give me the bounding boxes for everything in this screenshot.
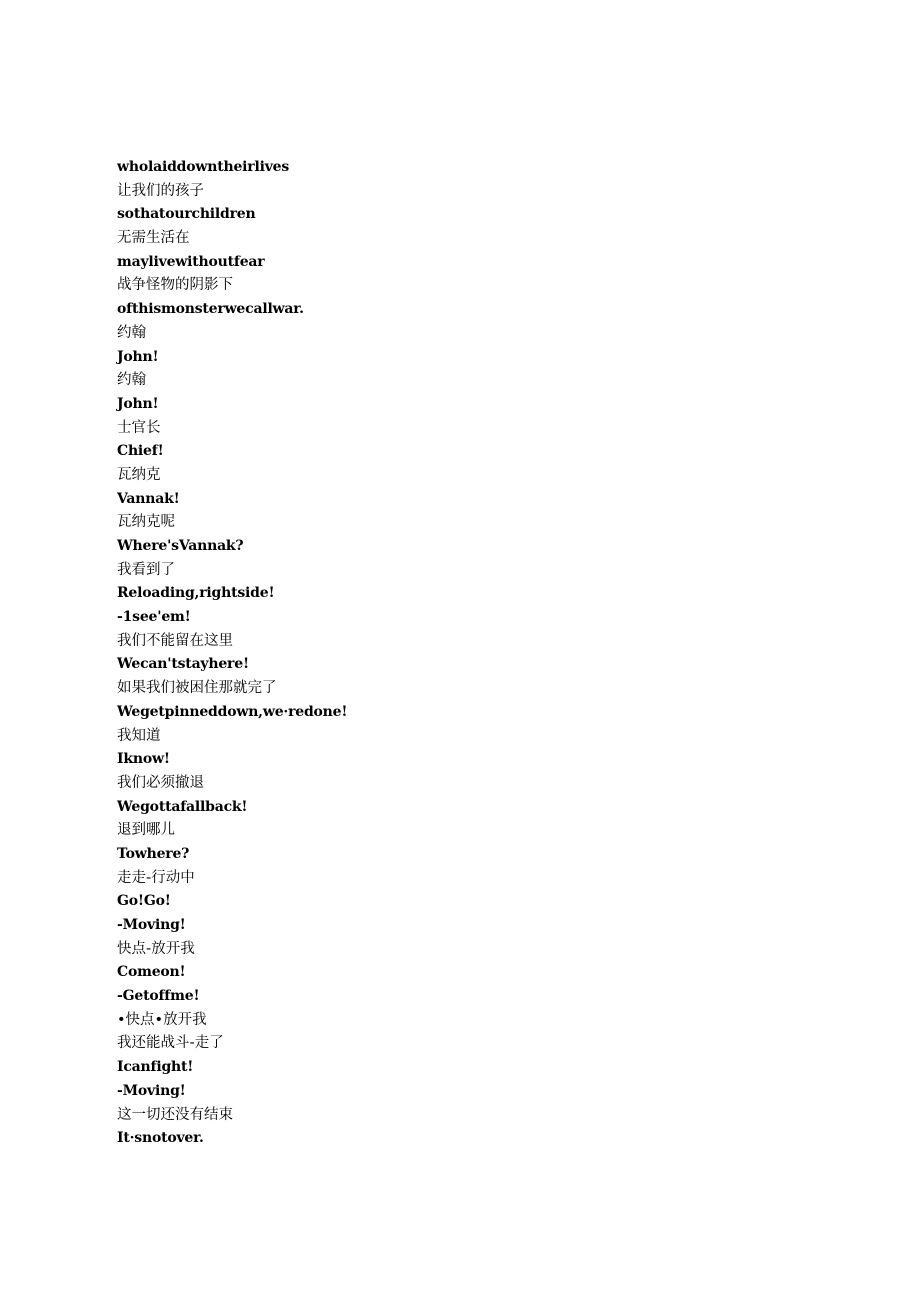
english-subtitle-line: Chief!: [117, 443, 164, 460]
english-subtitle-line: maylivewithoutfear: [117, 253, 265, 270]
english-subtitle-line: -1see'em!: [117, 609, 191, 626]
english-subtitle-line: It·snotover.: [117, 1130, 204, 1147]
english-subtitle-line: Go!Go!: [117, 893, 171, 910]
chinese-subtitle-line: 让我们的孩子: [117, 182, 204, 199]
english-subtitle-line: Comeon!: [117, 964, 186, 981]
english-subtitle-line: Towhere?: [117, 845, 190, 862]
chinese-subtitle-line: 瓦纳克: [117, 466, 161, 483]
english-subtitle-line: ofthismonsterwecallwar.: [117, 301, 304, 318]
chinese-subtitle-line: 快点-放开我: [117, 940, 195, 957]
chinese-subtitle-line: 战争怪物的阴影下: [117, 277, 233, 294]
chinese-subtitle-line: •快点•放开我: [117, 1011, 207, 1028]
chinese-subtitle-line: 约翰: [117, 372, 146, 389]
chinese-subtitle-line: 约翰: [117, 324, 146, 341]
english-subtitle-line: Wecan'tstayhere!: [117, 656, 249, 673]
english-subtitle-line: -Getoffme!: [117, 988, 200, 1005]
chinese-subtitle-line: 这一切还没有结束: [117, 1106, 233, 1123]
chinese-subtitle-line: 我们不能留在这里: [117, 632, 233, 649]
english-subtitle-line: Iknow!: [117, 751, 170, 768]
english-subtitle-line: Where'sVannak?: [117, 538, 244, 554]
english-subtitle-line: -Moving!: [117, 917, 186, 933]
chinese-subtitle-line: 无需生活在: [117, 230, 190, 247]
chinese-subtitle-line: 我知道: [117, 727, 161, 744]
chinese-subtitle-line: 退到哪儿: [117, 822, 175, 839]
english-subtitle-line: sothatourchildren: [117, 206, 256, 223]
english-subtitle-line: Wegetpinneddown,we·redone!: [117, 703, 348, 720]
chinese-subtitle-line: 瓦纳克呢: [117, 514, 175, 531]
english-subtitle-line: Vannak!: [117, 490, 180, 507]
chinese-subtitle-line: 如果我们被困住那就完了: [117, 680, 277, 697]
english-subtitle-line: Reloading,rightside!: [117, 585, 275, 602]
chinese-subtitle-line: 我还能战斗-走了: [117, 1035, 224, 1052]
chinese-subtitle-line: 士官长: [117, 419, 161, 436]
english-subtitle-line: Icanfight!: [117, 1059, 194, 1076]
english-subtitle-line: John!: [117, 395, 159, 412]
chinese-subtitle-line: 走走-行动中: [117, 869, 195, 886]
chinese-subtitle-line: 我们必须撤退: [117, 774, 204, 791]
english-subtitle-line: John!: [117, 348, 159, 365]
chinese-subtitle-line: 我看到了: [117, 561, 175, 578]
english-subtitle-line: wholaiddowntheirlives: [117, 159, 290, 175]
english-subtitle-line: -Moving!: [117, 1082, 186, 1099]
subtitle-lines: [117, 156, 347, 1151]
english-subtitle-line: Wegottafallback!: [117, 798, 248, 815]
